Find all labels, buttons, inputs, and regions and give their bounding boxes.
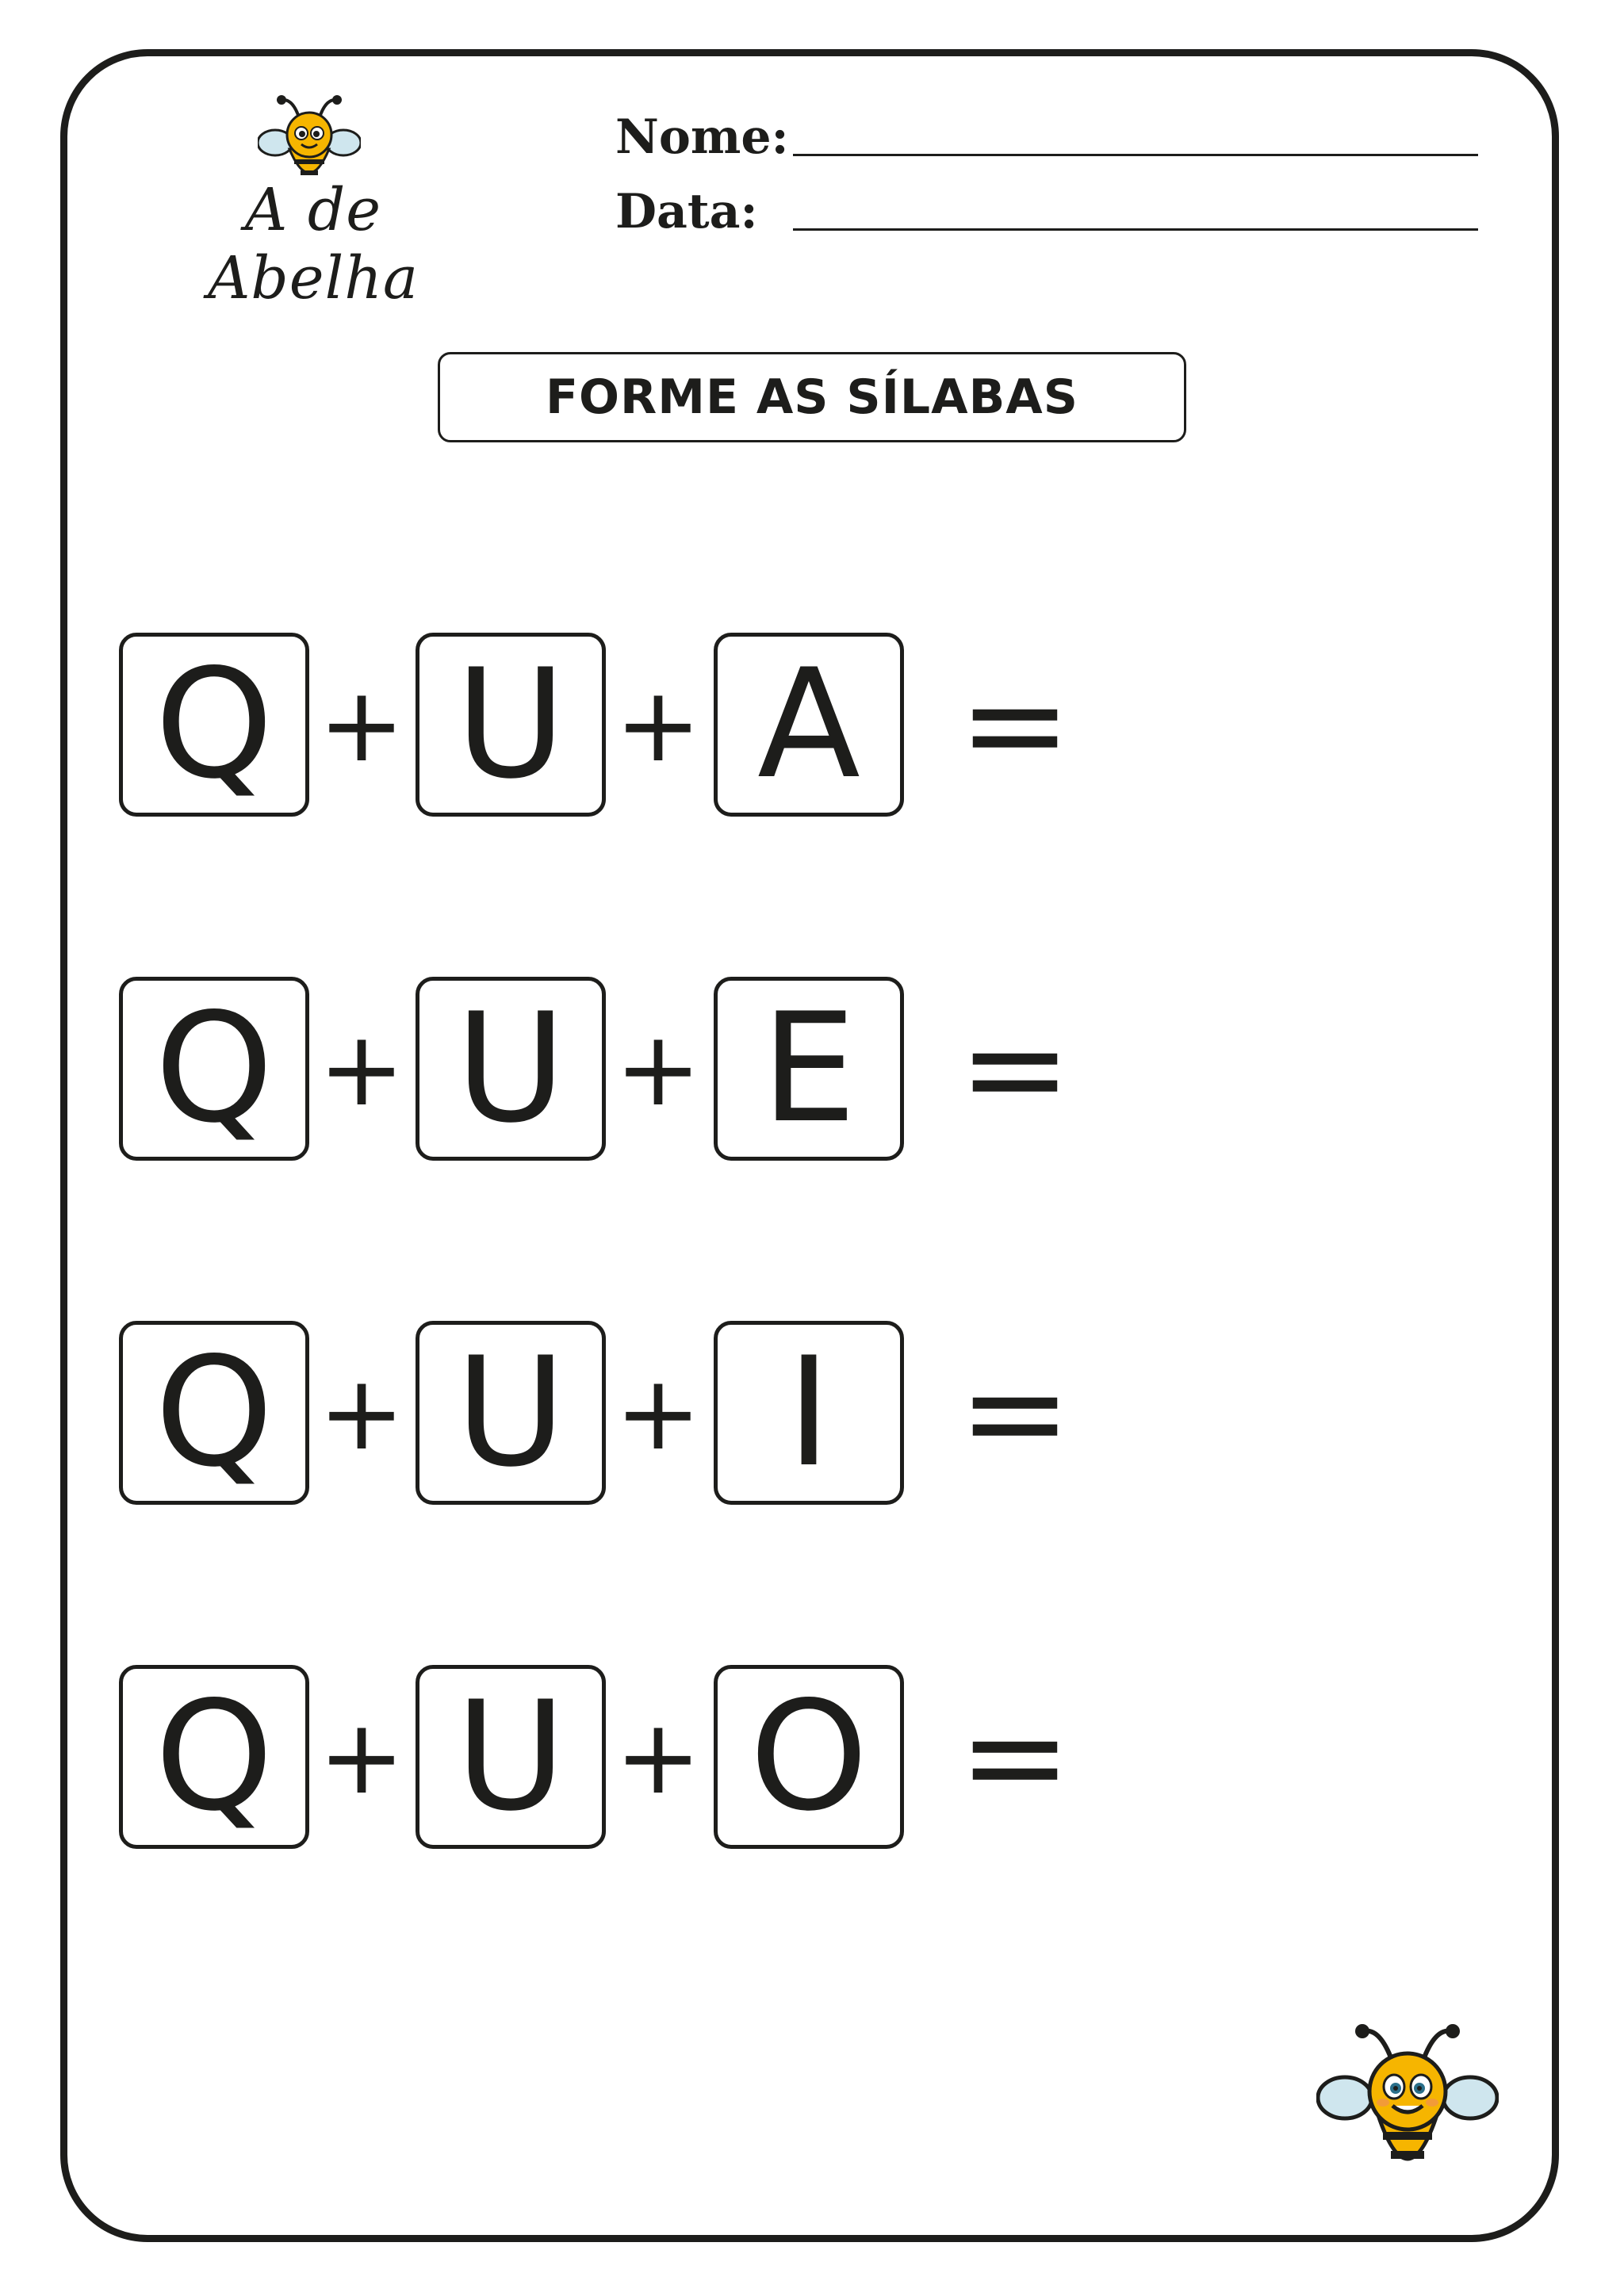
exercise-row [119, 633, 1071, 817]
name-label: Nome: [615, 109, 789, 165]
bee-icon [258, 94, 361, 189]
letter-tile: U [416, 633, 606, 817]
plus-sign: + [615, 1697, 702, 1817]
letter-tile: U [416, 1321, 606, 1505]
equals-sign: = [958, 1678, 1072, 1835]
letter-tile: Q [119, 633, 309, 817]
letter-tile: Q [119, 1321, 309, 1505]
letter-tile: U [416, 1665, 606, 1849]
letter-tile: E [714, 977, 904, 1161]
plus-sign: + [615, 1008, 702, 1129]
exercise-row [119, 977, 1071, 1161]
plus-sign: + [615, 664, 702, 785]
title-box [438, 352, 1186, 442]
plus-sign: + [318, 664, 405, 785]
plus-sign: + [318, 1697, 405, 1817]
date-field[interactable] [793, 228, 1478, 231]
bee-mascot-icon [1316, 2020, 1499, 2195]
equals-sign: = [958, 646, 1072, 803]
equals-sign: = [958, 990, 1072, 1147]
letter-tile: A [714, 633, 904, 817]
logo-text: A de Abelha [207, 176, 419, 312]
letter-tile: I [714, 1321, 904, 1505]
exercise-row [119, 1665, 1071, 1849]
letter-tile: U [416, 977, 606, 1161]
plus-sign: + [318, 1353, 405, 1473]
letter-tile: Q [119, 977, 309, 1161]
page-title: FORME AS SÍLABAS [546, 369, 1078, 425]
name-field[interactable] [793, 154, 1478, 156]
exercise-row [119, 1321, 1071, 1505]
letter-tile: O [714, 1665, 904, 1849]
plus-sign: + [318, 1008, 405, 1129]
equals-sign: = [958, 1334, 1072, 1491]
plus-sign: + [615, 1353, 702, 1473]
brand-logo [143, 87, 484, 312]
letter-tile: Q [119, 1665, 309, 1849]
date-label: Data: [615, 184, 758, 239]
